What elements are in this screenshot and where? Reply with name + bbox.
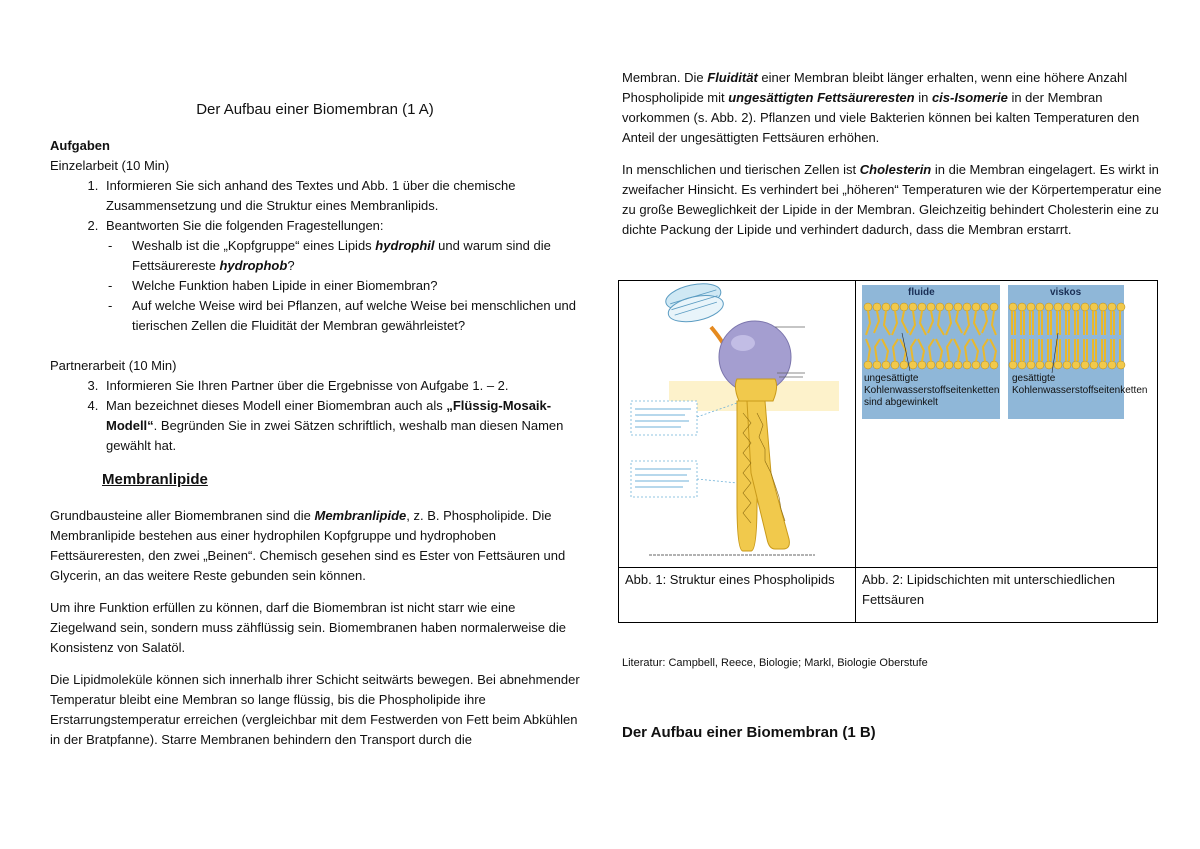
partner-work-heading: Partnerarbeit (10 Min) bbox=[50, 358, 177, 373]
figure-2-panels bbox=[862, 285, 1151, 419]
task-4-text-a: Man bezeichnet dieses Modell einer Biomembran auch als bbox=[106, 398, 447, 413]
document-title: Der Aufbau einer Biomembran (1 A) bbox=[196, 101, 434, 118]
question-1-text-b: und warum sind die Fettsäurereste bbox=[132, 238, 551, 273]
task-4-text-b: . Begründen Sie in zwei Sätzen schriftlich, weshalb man diesen Namen gewählt hat. bbox=[106, 418, 564, 453]
document-title-b: Der Aufbau einer Biomembran (1 B) bbox=[622, 724, 876, 741]
term-hydrophob: hydrophob bbox=[219, 258, 288, 273]
phospholipid-illustration bbox=[625, 283, 835, 559]
panel-viscous bbox=[1008, 285, 1148, 419]
task-3: 3. Informieren Sie Ihren Partner über die Ergebnisse von Aufgabe 1. – 2. bbox=[102, 376, 580, 396]
figure-1-cell bbox=[619, 281, 856, 568]
viscous-bilayer-diagram bbox=[1008, 285, 1148, 419]
figure-table bbox=[618, 280, 1158, 623]
term-fluid-mosaic: „Flüssig-Mosaik-Modell“ bbox=[106, 398, 552, 433]
question-2: - Welche Funktion haben Lipide in einer Biomembran? bbox=[106, 276, 580, 296]
figure-2-cell bbox=[856, 281, 1158, 568]
tasks-heading: Aufgaben bbox=[50, 138, 110, 153]
caption-figure-2: Abb. 2: Lipidschichten mit unterschiedlichen Fettsäuren bbox=[856, 568, 1158, 623]
task-2-text: Beantworten Sie die folgenden Fragestellungen: bbox=[106, 218, 384, 233]
term-cis-isomerism: cis-Isomerie bbox=[931, 90, 1008, 105]
question-list bbox=[106, 236, 580, 336]
cholesterol-text-b: in die Membran eingelagert. Es wirkt in zweifacher Hinsicht. Es verhindert bei „höheren“ Temperaturen wie der Körpertemperatur eine zu große Beweglichkeit der Lipide in der Membran. Gleichzeitig behindert Cholesterin eine zu dichte Packung der Lipide und verhindert dadurch, dass die Membran erstarrt. bbox=[622, 162, 1162, 237]
caption-figure-1: Abb. 1: Struktur eines Phospholipids bbox=[619, 568, 856, 623]
question-1-text-c: ? bbox=[287, 258, 295, 273]
term-hydrophil: hydrophil bbox=[375, 238, 435, 253]
panel-fluid bbox=[862, 285, 1000, 419]
question-1-text-a: Weshalb ist die „Kopfgruppe“ eines Lipids bbox=[132, 238, 376, 253]
paragraph-1 bbox=[50, 506, 580, 586]
task-2 bbox=[102, 216, 580, 336]
question-3: - Auf welche Weise wird bei Pflanzen, auf welche Weise bei menschlichen und tierischen Zellen die Fluidität der Membran gewährleistet? bbox=[106, 296, 580, 336]
paragraph-2: Um ihre Funktion erfüllen zu können, darf die Biomembran ist nicht starr wie eine Ziegelwand sein, sondern muss zähflüssig sein. Biomembranen haben normalerweise die Konsistenz von Salatöl. bbox=[50, 600, 566, 655]
left-column bbox=[50, 100, 580, 762]
fluidity-text-b: einer Membran bleibt länger erhalten, wenn eine höhere Anzahl Phospholipide mit bbox=[622, 70, 1128, 105]
task-1: 1. Informieren Sie sich anhand des Textes und Abb. 1 über die chemische Zusammensetzung und die Struktur eines Membranlipids. bbox=[102, 176, 580, 216]
paragraph-3: Die Lipidmoleküle können sich innerhalb ihrer Schicht seitwärts bewegen. Bei abnehmender Temperatur bleibt eine Membran so lange flüssig, bis die Phospholipide ihre Erstarrungstemperatur erreichen (vergleichbar mit dem Festwerden von Fett beim Abkühlen in der Bratpfanne). Starre Membranen behindern den Transport durch die bbox=[50, 672, 580, 747]
fluidity-text-a: Membran. Die bbox=[622, 70, 708, 85]
solo-work-heading: Einzelarbeit (10 Min) bbox=[50, 158, 170, 173]
fluidity-text-c: in bbox=[914, 90, 932, 105]
paragraph-1-text-a: Grundbausteine aller Biomembranen sind die bbox=[50, 508, 315, 523]
term-unsaturated-fatty-acids: ungesättigten Fettsäureresten bbox=[728, 90, 915, 105]
paragraph-fluidity bbox=[622, 68, 1162, 148]
label-viscous: viskos bbox=[1050, 287, 1082, 298]
term-cholesterol: Cholesterin bbox=[859, 162, 932, 177]
term-fluidity: Fluidität bbox=[707, 70, 758, 85]
caption-viscous: gesättigte Kohlenwasserstoffseitenketten bbox=[1012, 373, 1148, 396]
paragraph-1-text-b: , z. B. Phospholipide. Die Membranlipide bestehen aus einer hydrophilen Kopfgruppe und hydrophoben Fettsäureresten, den zwei „Beinen“. Chemisch gesehen sind es Ester von Fettsäuren und Glycerin, an das weitere Reste gebunden sein können. bbox=[50, 508, 566, 583]
right-column bbox=[622, 68, 1162, 743]
task-list-solo bbox=[50, 176, 580, 336]
literature-reference: Literatur: Campbell, Reece, Biologie; Markl, Biologie Oberstufe bbox=[622, 657, 928, 669]
paragraph-cholesterol bbox=[622, 160, 1162, 240]
cholesterol-text-a: In menschlichen und tierischen Zellen ist bbox=[622, 162, 860, 177]
fluidity-text-d: in der Membran vorkommen (s. Abb. 2). Pflanzen und viele Bakterien können bei kalten Temperaturen den Anteil der ungesättigten Fettsäuren erhöhen. bbox=[622, 90, 1140, 145]
section-title-membrane-lipids: Membranlipide bbox=[102, 471, 208, 488]
label-fluid: fluide bbox=[908, 287, 935, 298]
task-4 bbox=[102, 396, 580, 456]
caption-fluid: ungesättigte Kohlenwasserstoffseitenketten sind abgewinkelt bbox=[864, 373, 1000, 408]
question-1 bbox=[106, 236, 580, 276]
task-list-partner bbox=[50, 376, 580, 456]
term-membrane-lipids: Membranlipide bbox=[314, 508, 407, 523]
